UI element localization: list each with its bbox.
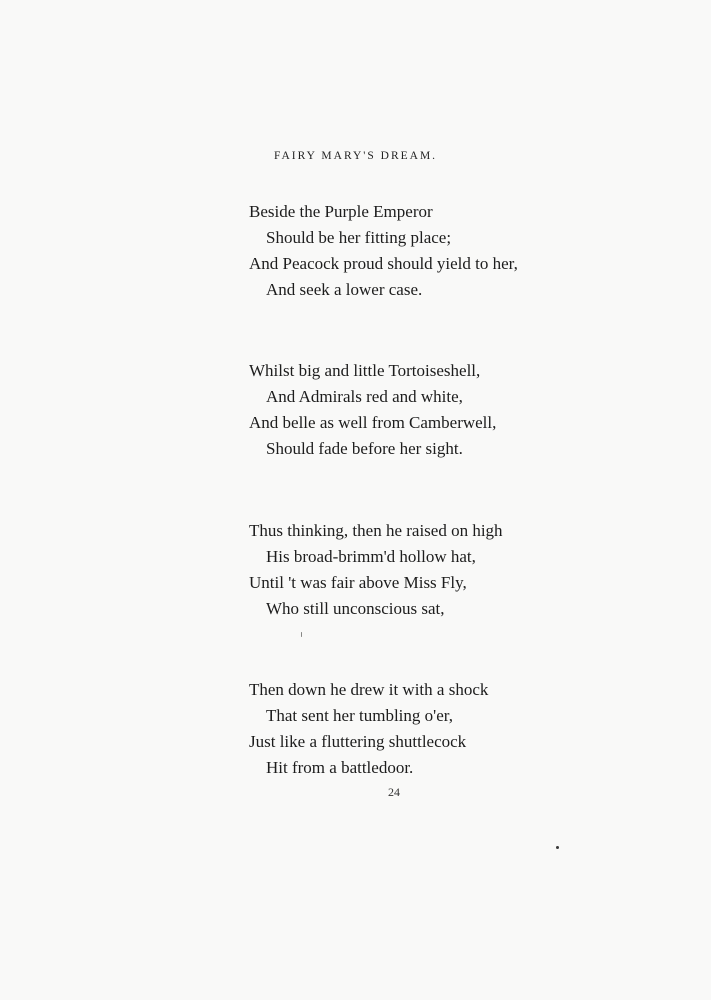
verse-line: Should fade before her sight. — [266, 439, 463, 458]
verse-line: And belle as well from Camberwell, — [249, 413, 497, 432]
verse-line: Thus thinking, then he raised on high — [249, 521, 503, 540]
verse-line: Whilst big and little Tortoiseshell, — [249, 361, 481, 380]
stanza-3 — [249, 518, 609, 622]
verse-line: Until 't was fair above Miss Fly, — [249, 573, 467, 592]
verse-line: Who still unconscious sat, — [266, 599, 445, 618]
running-head: FAIRY MARY'S DREAM. — [273, 150, 438, 162]
verse-line: And seek a lower case. — [266, 280, 423, 299]
page-number: 24 — [388, 785, 400, 799]
paper-speck — [301, 632, 302, 637]
verse-line: Then down he drew it with a shock — [249, 680, 489, 699]
verse-line: That sent her tumbling o'er, — [266, 706, 453, 725]
verse-line: His broad-brimm'd hollow hat, — [266, 547, 476, 566]
stanza-1 — [249, 199, 609, 303]
verse-line: Hit from a battledoor. — [266, 758, 414, 777]
stanza-2 — [249, 358, 609, 462]
paper-speck — [556, 846, 559, 849]
verse-line: And Admirals red and white, — [266, 387, 463, 406]
verse-line: Beside the Purple Emperor — [249, 202, 433, 221]
verse-line: Just like a fluttering shuttlecock — [249, 732, 467, 751]
verse-line: Should be her fitting place; — [266, 228, 452, 247]
stanza-4 — [249, 677, 609, 781]
verse-line: And Peacock proud should yield to her, — [249, 254, 518, 273]
